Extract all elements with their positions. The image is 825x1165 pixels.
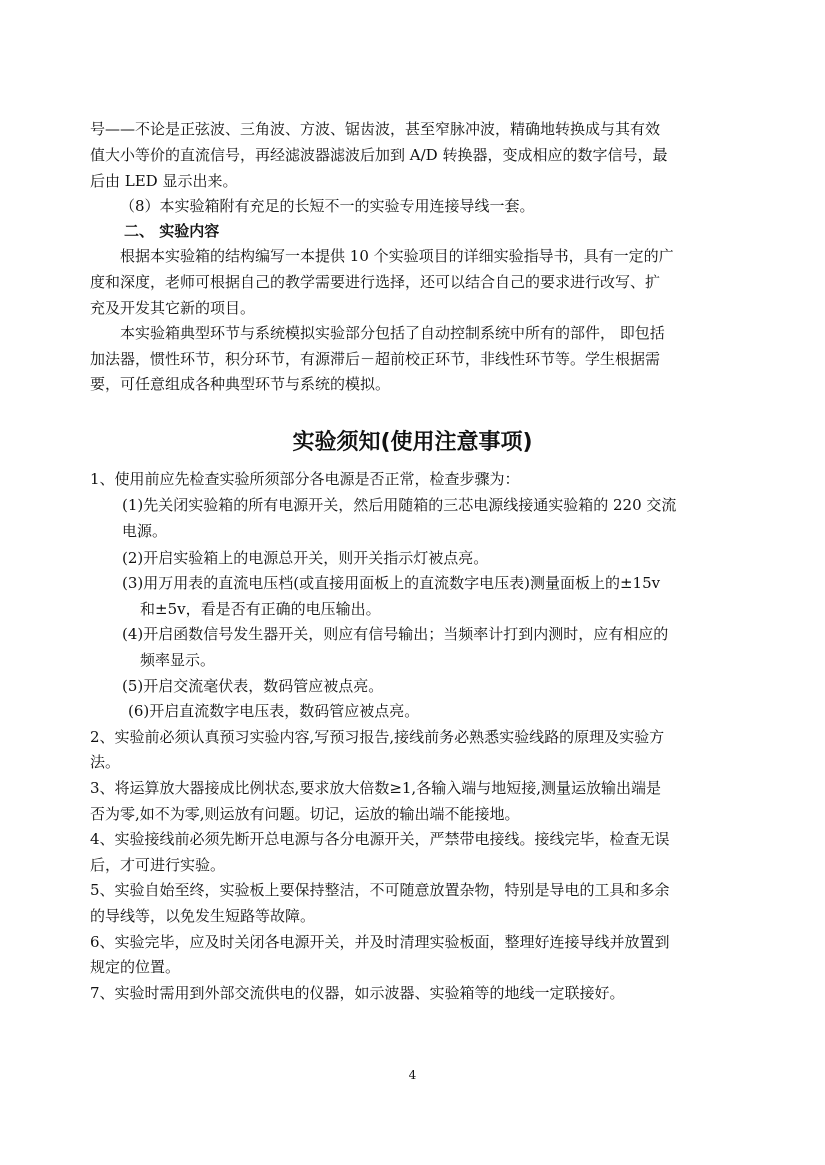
notice-line: 2、实验前必须认真预习实验内容,写预习报告,接线前务必熟悉实验线路的原理及实验方 bbox=[90, 728, 665, 746]
notice-line: (2)开启实验箱上的电源总开关，则开关指示灯被点亮。 bbox=[122, 549, 489, 567]
notice-line: 1、使用前应先检查实验所须部分各电源是否正常，检查步骤为： bbox=[90, 470, 520, 488]
notice-line: 7、实验时需用到外部交流供电的仪器，如示波器、实验箱等的地线一定联接好。 bbox=[90, 984, 625, 1002]
notice-line: 5、实验自始至终，实验板上要保持整洁，不可随意放置杂物，特别是导电的工具和多余 bbox=[90, 881, 670, 899]
body-line: 度和深度，老师可根据自己的教学需要进行选择，还可以结合自己的要求进行改写、扩 bbox=[90, 273, 661, 291]
body-line: 后由 LED 显示出来。 bbox=[90, 172, 238, 190]
notice-line: (4)开启函数信号发生器开关，则应有信号输出；当频率计打到内测时，应有相应的 bbox=[122, 625, 669, 643]
notice-line: 电源。 bbox=[122, 522, 168, 540]
body-line: 充及开发其它新的项目。 bbox=[90, 299, 256, 317]
body-line: 加法器，惯性环节，积分环节，有源滞后－超前校正环节，非线性环节等。学生根据需 bbox=[90, 350, 661, 368]
body-line: （8）本实验箱附有充足的长短不一的实验专用连接导线一套。 bbox=[120, 197, 535, 215]
notice-line: (1)先关闭实验箱的所有电源开关，然后用随箱的三芯电源线接通实验箱的 220 交流 bbox=[122, 496, 677, 514]
section-heading: 二、 实验内容 bbox=[124, 222, 220, 240]
page-number: 4 bbox=[408, 1068, 417, 1082]
notice-line: 法。 bbox=[90, 753, 121, 771]
notice-line: (6)开启直流数字电压表，数码管应被点亮。 bbox=[128, 702, 420, 720]
body-line: 本实验箱典型环节与系统模拟实验部分包括了自动控制系统中所有的部件， 即包括 bbox=[120, 324, 665, 342]
notice-title: 实验须知(使用注意事项) bbox=[292, 430, 533, 455]
notice-line: (5)开启交流毫伏表，数码管应被点亮。 bbox=[122, 677, 384, 695]
notice-line: 4、实验接线前必须先断开总电源与各分电源开关，严禁带电接线。接线完毕，检查无误 bbox=[90, 830, 670, 848]
notice-line: 后，才可进行实验。 bbox=[90, 856, 226, 874]
notice-line: 频率显示。 bbox=[140, 651, 216, 669]
notice-line: 6、实验完毕，应及时关闭各电源开关，并及时清理实验板面，整理好连接导线并放置到 bbox=[90, 933, 670, 951]
notice-line: 的导线等，以免发生短路等故障。 bbox=[90, 907, 316, 925]
notice-line: 规定的位置。 bbox=[90, 958, 181, 976]
notice-line: 和±5v，看是否有正确的电压输出。 bbox=[140, 600, 381, 618]
body-line: 根据本实验箱的结构编写一本提供 10 个实验项目的详细实验指导书，具有一定的广 bbox=[120, 247, 674, 265]
notice-line: (3)用万用表的直流电压档(或直接用面板上的直流数字电压表)测量面板上的±15v bbox=[122, 574, 661, 592]
notice-line: 3、将运算放大器接成比例状态,要求放大倍数≥1,各输入端与地短接,测量运放输出端是 bbox=[90, 779, 661, 797]
body-line: 要，可任意组成各种典型环节与系统的模拟。 bbox=[90, 375, 391, 393]
body-line: 值大小等价的直流信号，再经滤波器滤波后加到 A/D 转换器，变成相应的数字信号，最 bbox=[90, 146, 668, 164]
body-line: 号——不论是正弦波、三角波、方波、锯齿波，甚至窄脉冲波，精确地转换成与其有效 bbox=[90, 120, 661, 138]
notice-line: 否为零,如不为零,则运放有问题。切记，运放的输出端不能接地。 bbox=[90, 805, 520, 823]
